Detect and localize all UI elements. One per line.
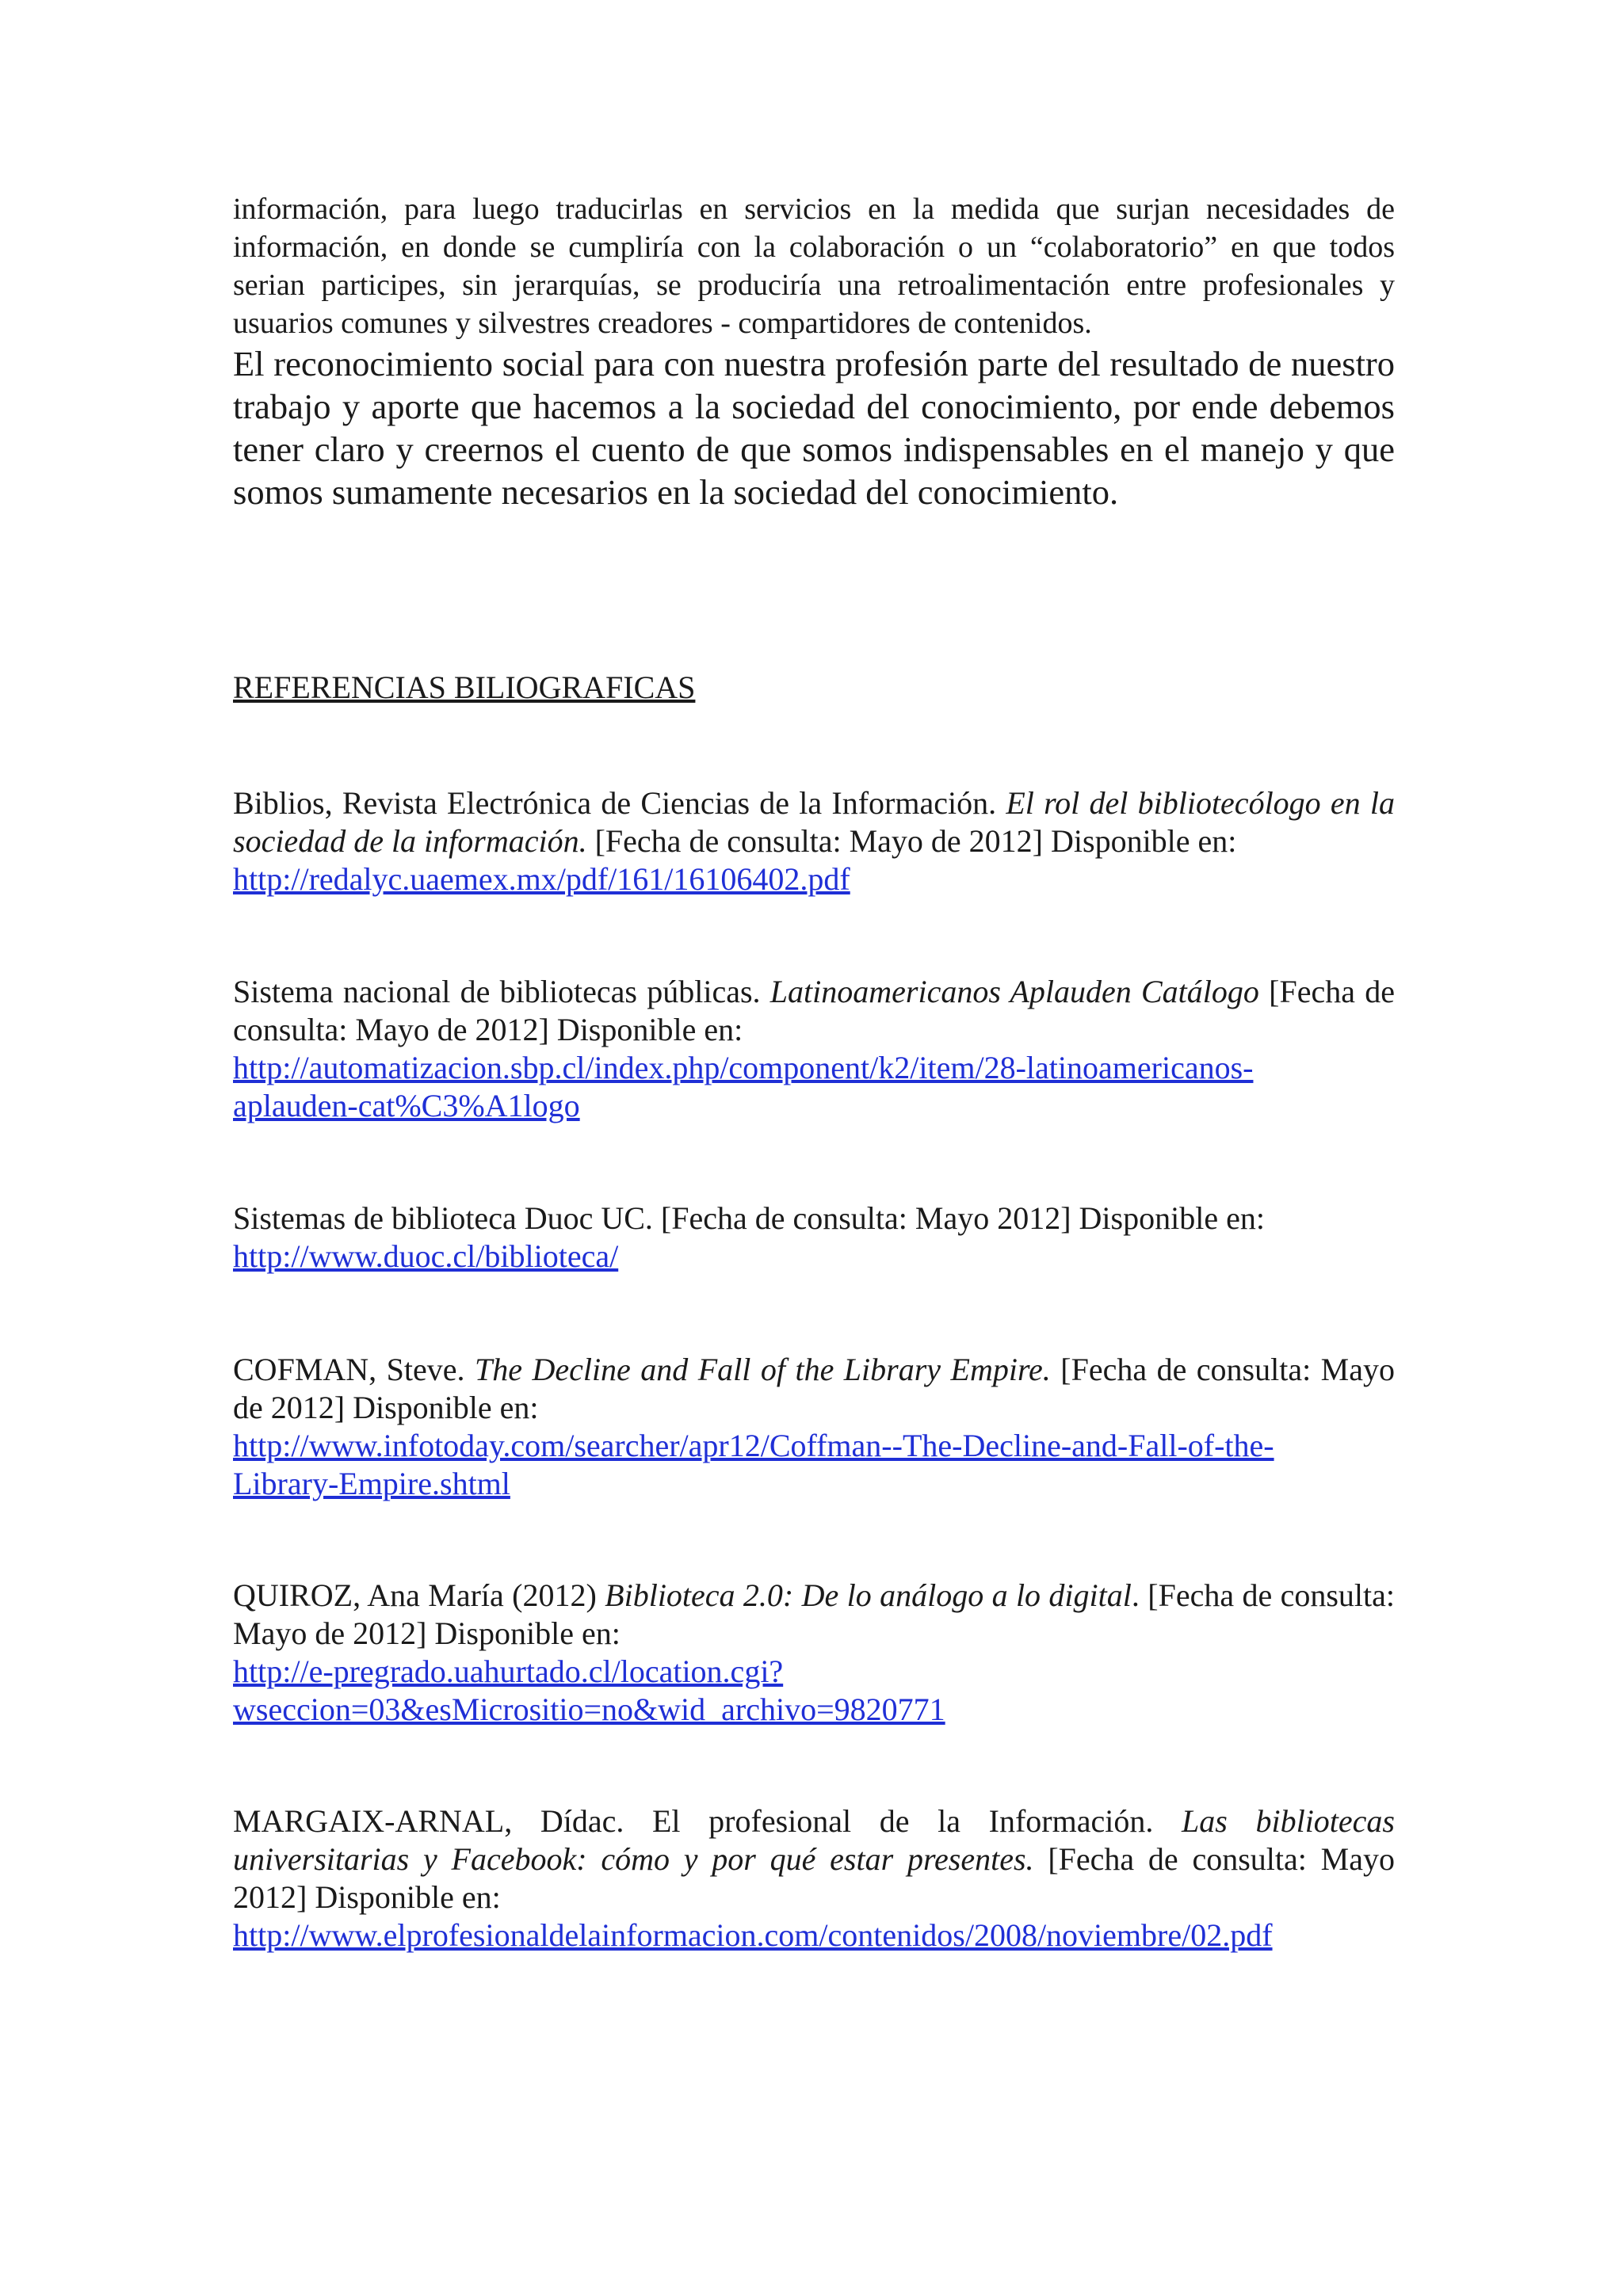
reference-link-line-2[interactable]: Library-Empire.shtml bbox=[233, 1466, 510, 1501]
reference-link[interactable]: http://redalyc.uaemex.mx/pdf/161/16106402.pdf bbox=[233, 861, 850, 897]
reference-title: Biblioteca 2.0: De lo análogo a lo digital bbox=[605, 1577, 1132, 1613]
reference-item bbox=[233, 784, 1395, 898]
references-heading: REFERENCIAS BILIOGRAFICAS bbox=[233, 669, 696, 705]
reference-text: . [Fecha de consulta: Mayo de 2012] Disponible en: bbox=[233, 1577, 1395, 1651]
reference-link-line-1[interactable]: http://www.infotoday.com/searcher/apr12/Coffman--The-Decline-and-Fall-of-the- bbox=[233, 1428, 1274, 1463]
body-text bbox=[233, 190, 1395, 513]
paragraph-recognition: El reconocimiento social para con nuestra profesión parte del resultado de nuestro trabajo y aporte que hacemos a la sociedad del conocimiento, por ende debemos tener claro y creernos el cuento de que somos indispensables en el manejo y que somos sumamente necesarios en la sociedad del conocimiento. bbox=[233, 344, 1395, 512]
reference-text: Biblios, Revista Electrónica de Ciencias de la Información. bbox=[233, 785, 1006, 821]
reference-text: Sistema nacional de bibliotecas públicas. bbox=[233, 974, 770, 1009]
reference-title: Las bibliotecas universitarias y Facebook: cómo y por qué estar presentes. bbox=[233, 1803, 1395, 1877]
paragraph-continued: información, para luego traducirlas en servicios en la medida que surjan necesidades de información, en donde se cumpliría con la colaboración o un “colaboratorio” en que todos serian participes, sin jerarquías, se produciría una retroalimentación entre profesionales y usuarios comunes y silvestres creadores - compartidores de contenidos. bbox=[233, 193, 1395, 340]
reference-text: Sistemas de biblioteca Duoc UC. [Fecha de consulta: Mayo 2012] Disponible en: bbox=[233, 1200, 1265, 1236]
reference-text: QUIROZ, Ana María (2012) bbox=[233, 1577, 605, 1613]
reference-item bbox=[233, 1802, 1395, 1955]
reference-text: [Fecha de consulta: Mayo de 2012] Disponible en: bbox=[233, 974, 1396, 1047]
reference-item bbox=[233, 1199, 1395, 1276]
reference-link-line-2[interactable]: aplauden-cat%C3%A1logo bbox=[233, 1088, 580, 1123]
reference-link[interactable]: http://www.elprofesionaldelainformacion.com/contenidos/2008/noviembre/02.pdf bbox=[233, 1917, 1273, 1953]
reference-text: [Fecha de consulta: Mayo 2012] Disponible en: bbox=[233, 1841, 1395, 1915]
reference-link-line-2[interactable]: wseccion=03&esMicrositio=no&wid_archivo=9820771 bbox=[233, 1691, 945, 1727]
reference-text: COFMAN, Steve. bbox=[233, 1352, 475, 1387]
reference-item bbox=[233, 1351, 1395, 1503]
reference-title: Latinoamericanos Aplauden Catálogo bbox=[769, 974, 1259, 1009]
reference-link-line-1[interactable]: http://automatizacion.sbp.cl/index.php/component/k2/item/28-latinoamericanos- bbox=[233, 1050, 1254, 1085]
reference-title: The Decline and Fall of the Library Empire. bbox=[474, 1352, 1051, 1387]
reference-item bbox=[233, 1577, 1395, 1729]
reference-text: MARGAIX-ARNAL, Dídac. El profesional de la Información. bbox=[233, 1803, 1182, 1839]
reference-link[interactable]: http://www.duoc.cl/biblioteca/ bbox=[233, 1238, 619, 1274]
reference-text: [Fecha de consulta: Mayo de 2012] Disponible en: bbox=[586, 823, 1237, 859]
reference-text: [Fecha de consulta: Mayo de 2012] Disponible en: bbox=[233, 1352, 1395, 1425]
reference-link-line-1[interactable]: http://e-pregrado.uahurtado.cl/location.cgi? bbox=[233, 1653, 784, 1689]
reference-title: El rol del bibliotecólogo en la sociedad de la información. bbox=[233, 785, 1395, 859]
reference-item bbox=[233, 973, 1395, 1125]
